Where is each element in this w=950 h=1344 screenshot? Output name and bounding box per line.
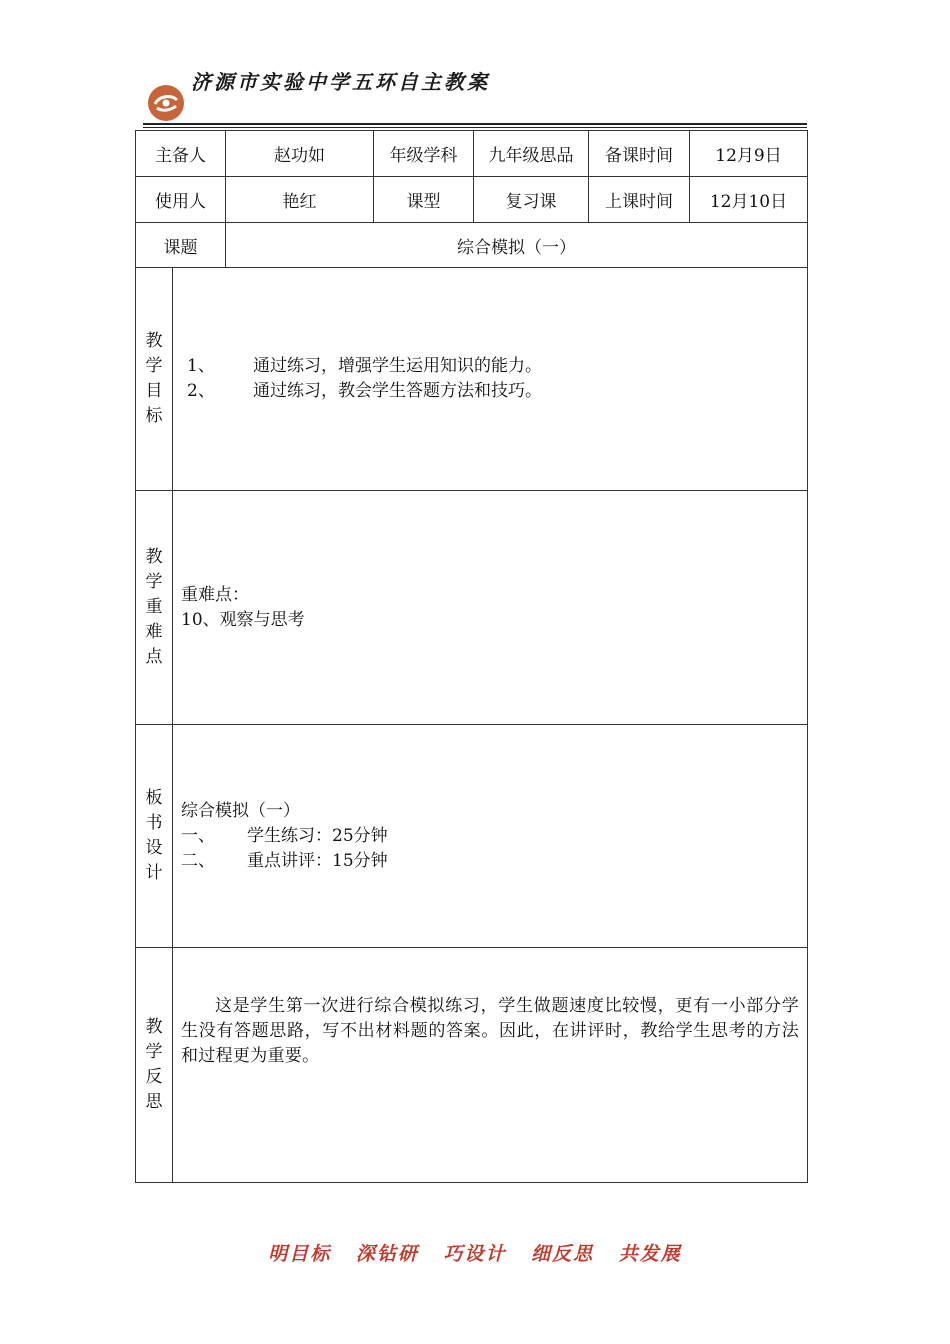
key-points-line: 10、观察与思考 — [181, 609, 305, 630]
slogan: 深钻研 — [355, 1243, 419, 1265]
page-header — [143, 60, 807, 126]
school-logo-icon — [147, 84, 185, 122]
reflection-text: 这是学生第一次进行综合模拟练习，学生做题速度比较慢，更有一小部分学生没有答题思路，写不出材料题的答案。因此，在讲评时，教给学生思考的方法和过程更为重要。 — [181, 996, 799, 1066]
board-heading: 综合模拟（一） — [181, 800, 300, 821]
school-title: 济源市实验中学五环自主教案 — [191, 70, 490, 94]
slogan: 共发展 — [618, 1243, 682, 1265]
user-value: 艳红 — [226, 177, 374, 223]
board-label: 板 书 设 计 — [136, 725, 173, 948]
footer-slogans — [0, 1239, 950, 1266]
reflection-label: 教 学 反 思 — [136, 948, 173, 1183]
key-points-content — [173, 491, 808, 725]
goals-content — [173, 268, 808, 491]
key-points-heading: 重难点： — [181, 584, 249, 605]
lesson-plan-table — [135, 130, 808, 1183]
lesson-type-value: 复习课 — [474, 177, 589, 223]
goals-label: 教 学 目 标 — [136, 268, 173, 491]
preparer-value: 赵功如 — [226, 131, 374, 177]
key-points-label: 教 学 重 难 点 — [136, 491, 173, 725]
header-rule-thin — [143, 127, 807, 128]
header-rule — [143, 123, 807, 125]
board-item: 二、 重点讲评：15分钟 — [181, 850, 388, 871]
reflection-content — [173, 948, 808, 1183]
prep-time-value: 12月9日 — [690, 131, 808, 177]
topic-label: 课题 — [136, 223, 226, 268]
topic-value: 综合模拟（一） — [226, 223, 808, 268]
board-item: 一、 学生练习：25分钟 — [181, 825, 388, 846]
user-label: 使用人 — [136, 177, 226, 223]
goal-item: 1、 通过练习，增强学生运用知识的能力。 — [187, 356, 542, 376]
board-content — [173, 725, 808, 948]
grade-subject-label: 年级学科 — [374, 131, 474, 177]
grade-subject-value: 九年级思品 — [474, 131, 589, 177]
slogan: 细反思 — [531, 1243, 595, 1265]
preparer-label: 主备人 — [136, 131, 226, 177]
class-time-label: 上课时间 — [589, 177, 690, 223]
goal-item: 2、 通过练习，教会学生答题方法和技巧。 — [187, 381, 542, 401]
slogan: 明目标 — [268, 1243, 332, 1265]
lesson-type-label: 课型 — [374, 177, 474, 223]
class-time-value: 12月10日 — [690, 177, 808, 223]
prep-time-label: 备课时间 — [589, 131, 690, 177]
slogan: 巧设计 — [443, 1243, 507, 1265]
